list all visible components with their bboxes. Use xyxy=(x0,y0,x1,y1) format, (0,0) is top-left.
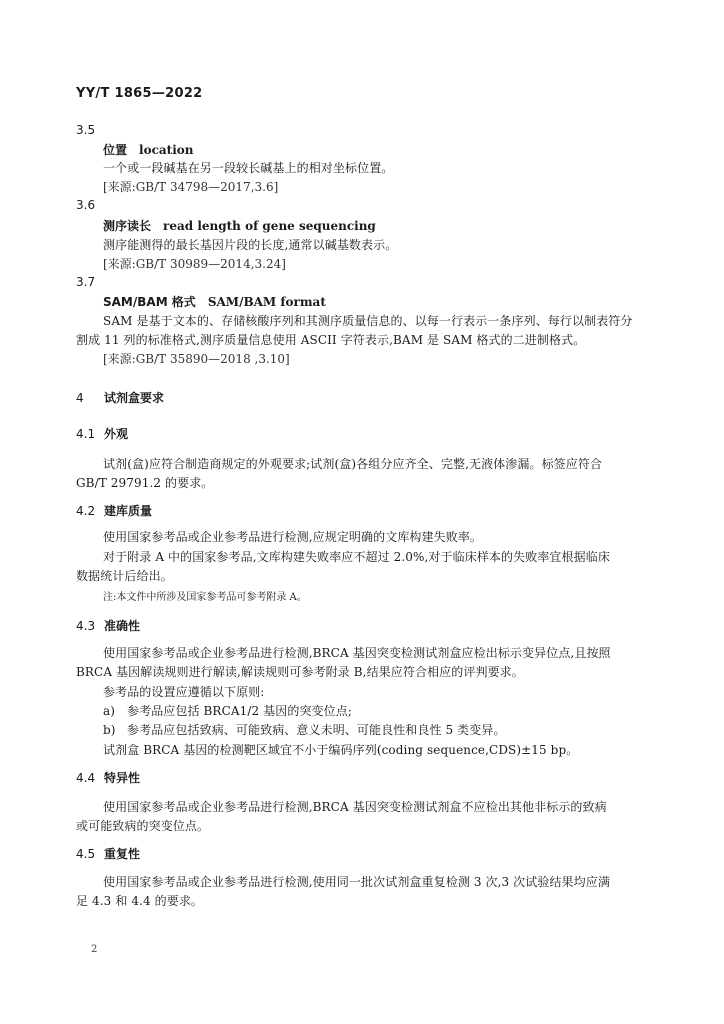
subsection-title: 外观 xyxy=(104,427,129,441)
paragraph-line: 或可能致病的突变位点。 xyxy=(76,819,210,833)
paragraph-line: 数据统计后给出。 xyxy=(76,569,173,583)
term-title xyxy=(103,293,326,310)
paragraph-line: 对于附录 A 中的国家参考品,文库构建失败率应不超过 2.0%,对于临床样本的失败率宜根据临床 xyxy=(103,550,610,564)
subsection-number: 4.2 xyxy=(76,504,96,518)
subsection-heading xyxy=(76,617,140,634)
term-title-en: location xyxy=(139,143,194,157)
note: 注:本文件中所涉及国家参考品可参考附录 A。 xyxy=(103,592,307,603)
subsection-heading xyxy=(76,845,140,862)
subsection-number: 4.4 xyxy=(76,771,96,785)
list-marker: b) xyxy=(103,723,116,737)
term-number: 3.7 xyxy=(76,275,96,289)
paragraph-line: GB/T 29791.2 的要求。 xyxy=(76,476,214,490)
term-definition-line: SAM 是基于文本的、存储核酸序列和其测序质量信息的、以每一行表示一条序列、每行以制表符分 xyxy=(103,314,633,328)
term-number: 3.5 xyxy=(76,123,96,137)
term-definition-line: 割成 11 列的标准格式,测序质量信息使用 ASCII 字符表示,BAM 是 SAM 格式的二进制格式。 xyxy=(76,333,586,347)
paragraph: 使用国家参考品或企业参考品进行检测,应规定明确的文库构建失败率。 xyxy=(103,530,483,544)
term-title xyxy=(103,141,194,158)
list-marker: a) xyxy=(103,704,116,718)
subsection-heading xyxy=(76,502,152,519)
section-title: 试剂盒要求 xyxy=(104,391,165,405)
paragraph-line: 使用国家参考品或企业参考品进行检测,使用同一批次试剂盒重复检测 3 次,3 次试验结果均应满 xyxy=(103,875,610,889)
term-title xyxy=(103,217,376,234)
paragraph: 试剂盒 BRCA 基因的检测靶区域宜不小于编码序列(coding sequence,CDS)±15 bp。 xyxy=(103,743,579,757)
term-source: [来源:GB/T 30989—2014,3.24] xyxy=(103,257,286,271)
term-title-zh: SAM/BAM 格式 xyxy=(103,295,196,309)
term-source: [来源:GB/T 34798—2017,3.6] xyxy=(103,180,279,194)
term-title-en: SAM/BAM format xyxy=(207,295,326,309)
subsection-number: 4.3 xyxy=(76,619,96,633)
list-item xyxy=(103,702,352,719)
list-item xyxy=(103,721,506,738)
term-number: 3.6 xyxy=(76,198,96,212)
term-definition: 一个或一段碱基在另一段较长碱基上的相对坐标位置。 xyxy=(103,161,394,175)
paragraph-line: 试剂(盒)应符合制造商规定的外观要求;试剂(盒)各组分应齐全、完整,无液体渗漏。标签应符合 xyxy=(103,457,603,471)
term-title-zh: 测序读长 xyxy=(103,219,152,233)
paragraph-line: 使用国家参考品或企业参考品进行检测,BRCA 基因突变检测试剂盒不应检出其他非标示的致病 xyxy=(103,800,607,814)
subsection-number: 4.5 xyxy=(76,847,96,861)
term-title-zh: 位置 xyxy=(103,143,128,157)
paragraph-line: 使用国家参考品或企业参考品进行检测,BRCA 基因突变检测试剂盒应检出标示变异位点,且按照 xyxy=(103,646,611,660)
subsection-title: 建库质量 xyxy=(104,504,153,518)
document-code: YY/T 1865—2022 xyxy=(76,86,203,101)
list-item-text: 参考品应包括致病、可能致病、意义未明、可能良性和良性 5 类变异。 xyxy=(127,723,506,737)
subsection-heading xyxy=(76,769,140,786)
term-source: [来源:GB/T 35890—2018 ,3.10] xyxy=(103,352,290,366)
subsection-title: 重复性 xyxy=(104,847,141,861)
paragraph-line: 足 4.3 和 4.4 的要求。 xyxy=(76,894,204,908)
page-number: 2 xyxy=(91,944,98,955)
subsection-title: 准确性 xyxy=(104,619,141,633)
paragraph-line: BRCA 基因解读规则进行解读,解读规则可参考附录 B,结果应符合相应的评判要求。 xyxy=(76,665,524,679)
section-number: 4 xyxy=(76,391,84,405)
subsection-title: 特异性 xyxy=(104,771,141,785)
subsection-number: 4.1 xyxy=(76,427,96,441)
term-definition: 测序能测得的最长基因片段的长度,通常以碱基数表示。 xyxy=(103,238,398,252)
section-heading xyxy=(76,389,164,406)
paragraph: 参考品的设置应遵循以下原则: xyxy=(103,685,265,699)
list-item-text: 参考品应包括 BRCA1/2 基因的突变位点; xyxy=(127,704,352,718)
subsection-heading xyxy=(76,425,128,442)
term-title-en: read length of gene sequencing xyxy=(163,219,376,233)
